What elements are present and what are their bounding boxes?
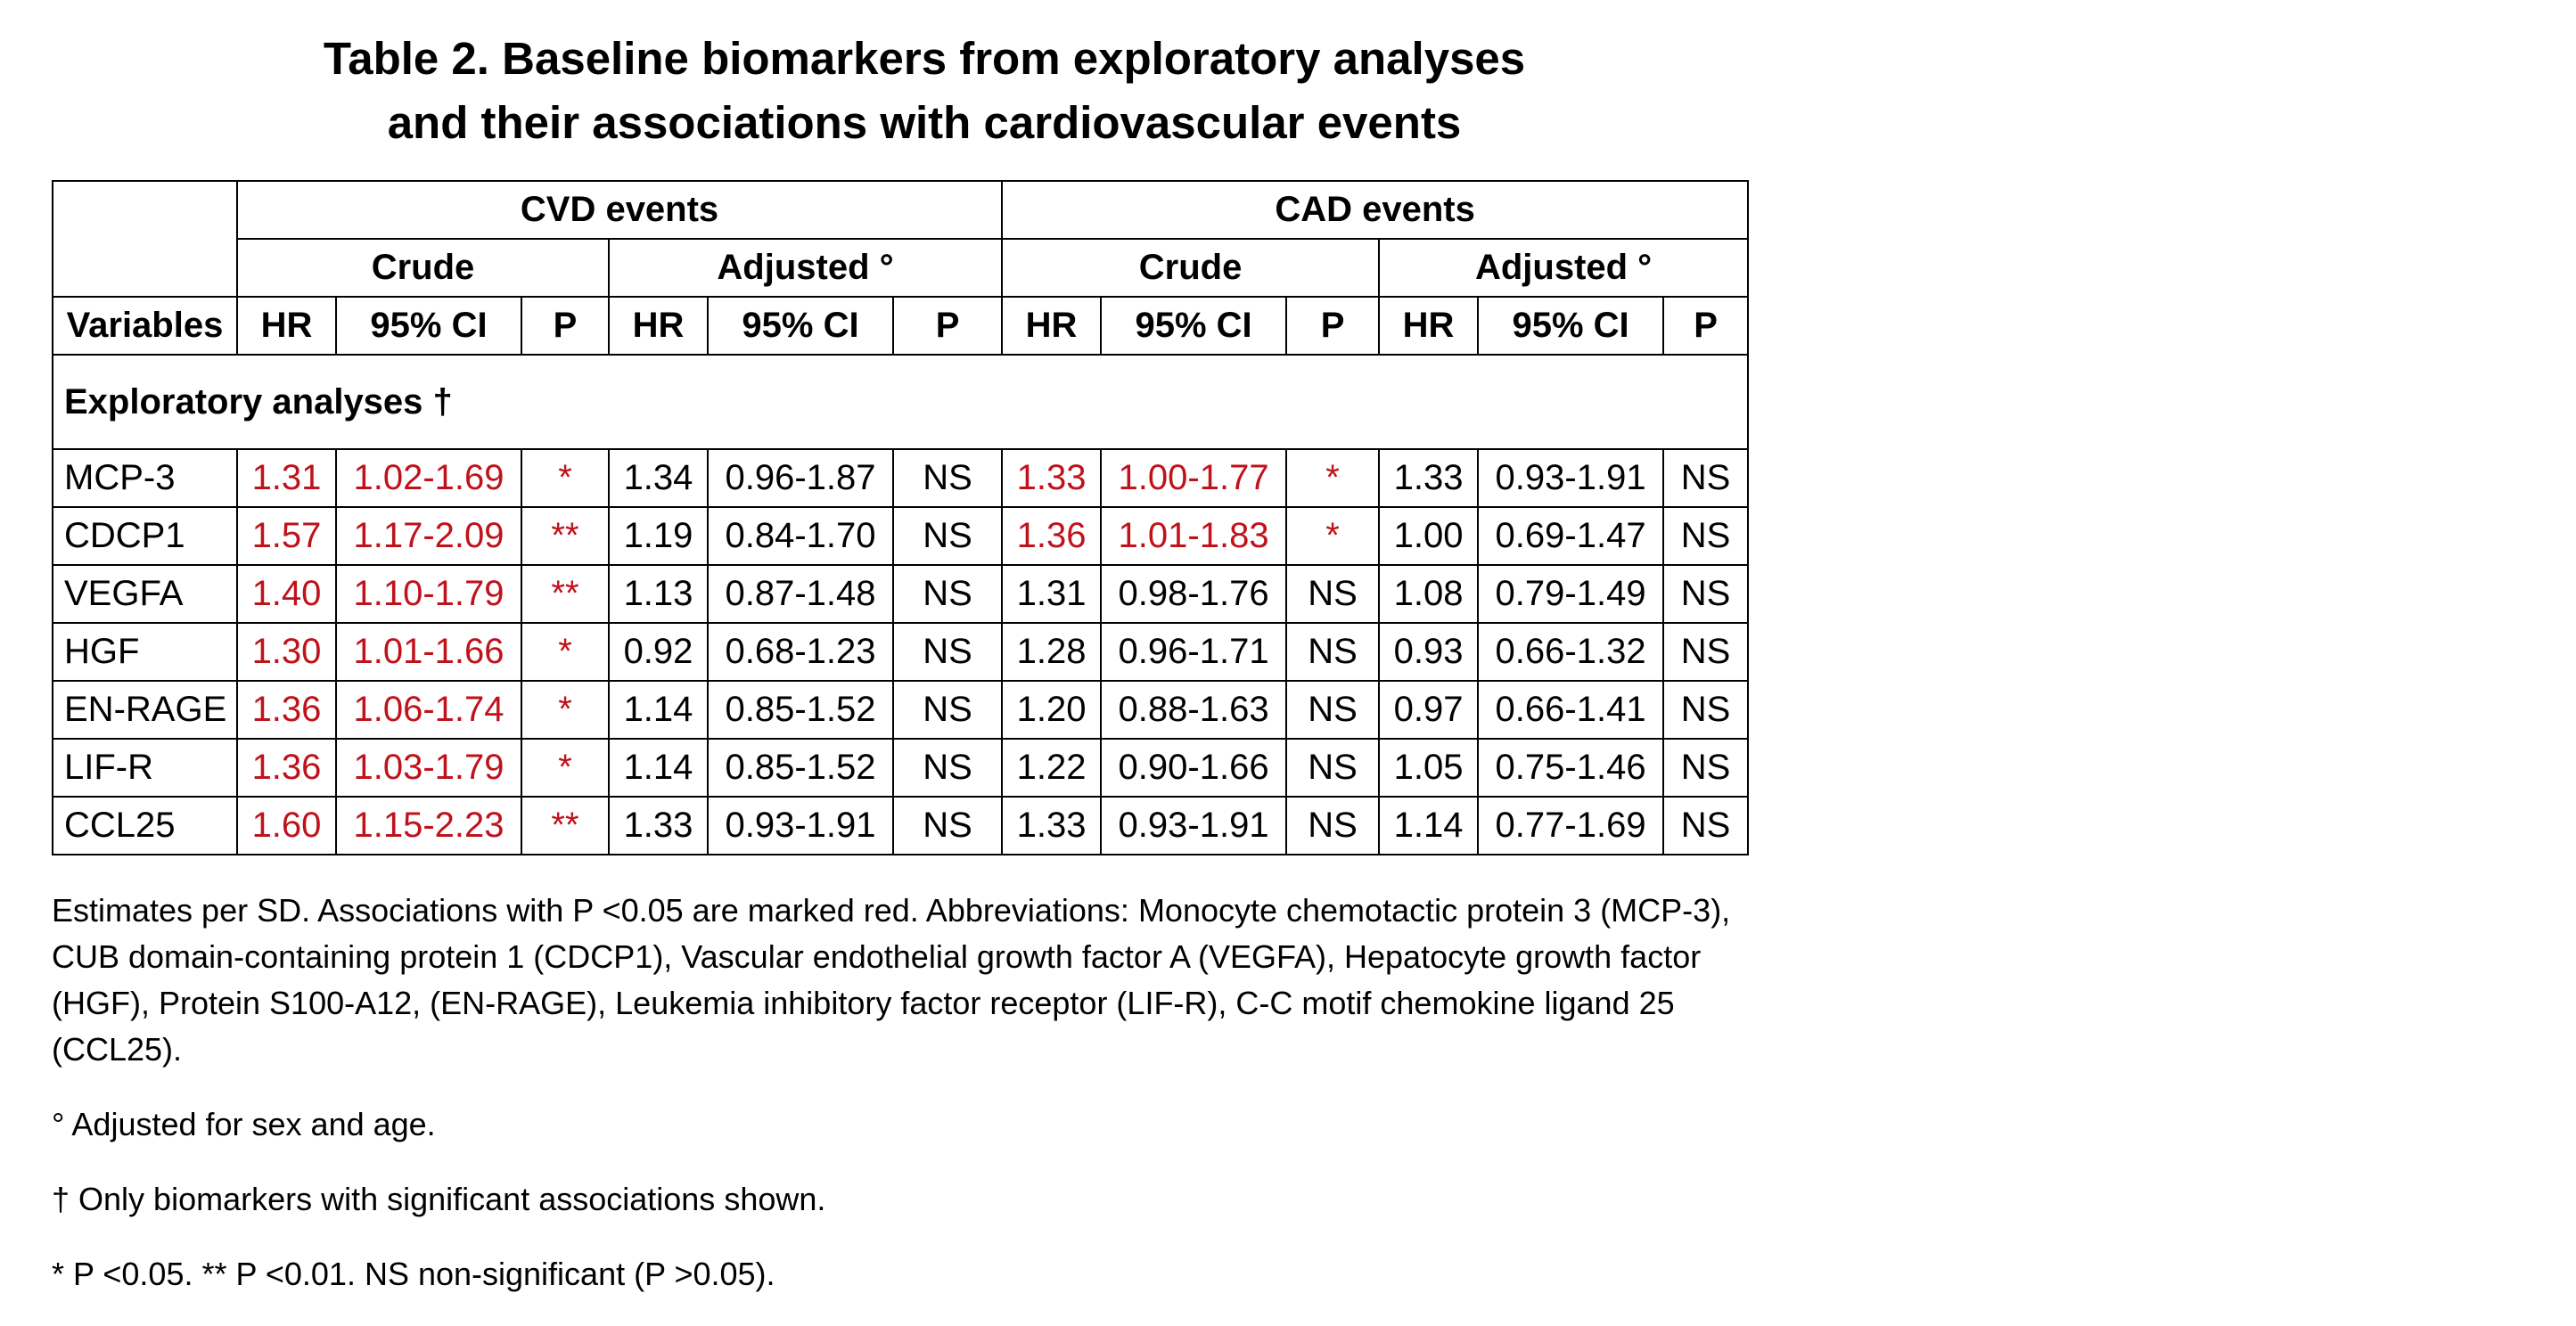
biomarker-name: LIF-R [53, 739, 237, 797]
section-row [53, 355, 1748, 449]
table-cell: 1.00 [1379, 507, 1478, 565]
biomarker-table [52, 180, 1749, 855]
table-row [53, 739, 1748, 797]
table-cell: NS [1286, 623, 1379, 681]
sub-header-cvd-adjusted: Adjusted ° [609, 239, 1002, 297]
column-header: P [521, 297, 609, 355]
table-cell: 1.33 [1379, 449, 1478, 507]
table-cell: ** [521, 565, 609, 623]
table-cell: 0.79-1.49 [1478, 565, 1663, 623]
empty-corner-cell [53, 181, 237, 239]
table-cell: NS [893, 797, 1002, 855]
table-cell: NS [1663, 739, 1748, 797]
table-row [53, 565, 1748, 623]
column-header-variables: Variables [53, 297, 237, 355]
table-cell: NS [1663, 565, 1748, 623]
table-cell: NS [893, 623, 1002, 681]
table-cell: NS [893, 739, 1002, 797]
table-cell: 1.20 [1002, 681, 1101, 739]
table-cell: 0.92 [609, 623, 708, 681]
table-cell: NS [1663, 507, 1748, 565]
table-title-line-2: and their associations with cardiovascular events [387, 97, 1462, 148]
table-cell: 1.00-1.77 [1101, 449, 1286, 507]
table-cell: 1.14 [1379, 797, 1478, 855]
table-cell: ** [521, 507, 609, 565]
table-cell: 1.01-1.83 [1101, 507, 1286, 565]
table-cell: NS [1286, 739, 1379, 797]
biomarker-name: EN-RAGE [53, 681, 237, 739]
table-cell: NS [1663, 449, 1748, 507]
column-header: 95% CI [336, 297, 521, 355]
note-estimates: Estimates per SD. Associations with P <0.05 are marked red. Abbreviations: Monocyte chemotactic protein 3 (MCP-3), CUB domain-containing protein 1 (CDCP1), Vascular endothelial growth factor A (VEGFA), Hepatocyte growth factor (HGF), Protein S100-A12, (EN-RAGE), Leukemia inhibitory factor receptor (LIF-R), C-C motif chemokine ligand 25 (CCL25). [52, 892, 1731, 1068]
table-cell: 1.17-2.09 [336, 507, 521, 565]
empty-corner-cell [53, 239, 237, 297]
table-cell: 1.33 [1002, 449, 1101, 507]
table-cell: 1.30 [237, 623, 336, 681]
table-cell: NS [1663, 681, 1748, 739]
group-header-cvd: CVD events [237, 181, 1002, 239]
table-cell: 1.06-1.74 [336, 681, 521, 739]
table-cell: 1.01-1.66 [336, 623, 521, 681]
table-cell: 1.36 [1002, 507, 1101, 565]
table-cell: NS [1286, 681, 1379, 739]
table-cell: 0.90-1.66 [1101, 739, 1286, 797]
column-header: P [893, 297, 1002, 355]
column-header: P [1286, 297, 1379, 355]
table-cell: 1.28 [1002, 623, 1101, 681]
table-cell: 0.96-1.71 [1101, 623, 1286, 681]
table-cell: 0.97 [1379, 681, 1478, 739]
table-cell: 0.75-1.46 [1478, 739, 1663, 797]
table-row [53, 507, 1748, 565]
biomarker-name: CCL25 [53, 797, 237, 855]
table-cell: 1.14 [609, 739, 708, 797]
table-cell: 1.33 [1002, 797, 1101, 855]
table-cell: NS [893, 449, 1002, 507]
table-cell: 0.68-1.23 [708, 623, 893, 681]
column-header: 95% CI [1478, 297, 1663, 355]
table-cell: 0.96-1.87 [708, 449, 893, 507]
table-cell: 0.88-1.63 [1101, 681, 1286, 739]
table-cell: 0.93-1.91 [708, 797, 893, 855]
table-cell: 0.69-1.47 [1478, 507, 1663, 565]
table-row [53, 681, 1748, 739]
table-cell: NS [893, 681, 1002, 739]
table-row [53, 449, 1748, 507]
table-cell: ** [521, 797, 609, 855]
column-header: 95% CI [1101, 297, 1286, 355]
table-cell: 1.31 [1002, 565, 1101, 623]
biomarker-name: VEGFA [53, 565, 237, 623]
table-cell: 1.14 [609, 681, 708, 739]
table-cell: 0.93-1.91 [1478, 449, 1663, 507]
table-cell: 1.34 [609, 449, 708, 507]
table-title [52, 27, 1797, 155]
table-cell: NS [1286, 797, 1379, 855]
table-cell: 1.03-1.79 [336, 739, 521, 797]
table-cell: * [521, 739, 609, 797]
column-header: P [1663, 297, 1748, 355]
table-cell: NS [893, 565, 1002, 623]
table-cell: 0.87-1.48 [708, 565, 893, 623]
table-cell: 0.66-1.41 [1478, 681, 1663, 739]
table-cell: * [1286, 507, 1379, 565]
biomarker-name: CDCP1 [53, 507, 237, 565]
table-cell: 1.33 [609, 797, 708, 855]
table-cell: 1.57 [237, 507, 336, 565]
table-cell: * [521, 449, 609, 507]
sub-header-row [53, 239, 1748, 297]
table-cell: * [521, 681, 609, 739]
table-cell: NS [1663, 797, 1748, 855]
column-header: HR [1002, 297, 1101, 355]
table-cell: 1.05 [1379, 739, 1478, 797]
column-header: HR [609, 297, 708, 355]
sub-header-cad-crude: Crude [1002, 239, 1379, 297]
table-cell: 0.98-1.76 [1101, 565, 1286, 623]
column-header: HR [1379, 297, 1478, 355]
table-cell: 0.84-1.70 [708, 507, 893, 565]
sub-header-cad-adjusted: Adjusted ° [1379, 239, 1748, 297]
table-cell: 1.02-1.69 [336, 449, 521, 507]
table-row [53, 797, 1748, 855]
table-cell: NS [893, 507, 1002, 565]
table-cell: NS [1286, 565, 1379, 623]
table-cell: 0.85-1.52 [708, 739, 893, 797]
table-cell: 1.36 [237, 739, 336, 797]
table-title-line-1: Table 2. Baseline biomarkers from exploratory analyses [323, 33, 1526, 84]
sub-header-cvd-crude: Crude [237, 239, 609, 297]
table-cell: 1.22 [1002, 739, 1101, 797]
table-cell: * [521, 623, 609, 681]
table-cell: 1.40 [237, 565, 336, 623]
group-header-row [53, 181, 1748, 239]
table-cell: 1.36 [237, 681, 336, 739]
note-adjusted: ° Adjusted for sex and age. [52, 1106, 436, 1142]
table-cell: 0.85-1.52 [708, 681, 893, 739]
table-cell: 1.31 [237, 449, 336, 507]
column-header: HR [237, 297, 336, 355]
biomarker-name: MCP-3 [53, 449, 237, 507]
table-cell: 0.93 [1379, 623, 1478, 681]
note-dagger: † Only biomarkers with significant associations shown. [52, 1181, 826, 1217]
section-label: Exploratory analyses † [53, 355, 1748, 449]
table-cell: NS [1663, 623, 1748, 681]
table-cell: 0.93-1.91 [1101, 797, 1286, 855]
table-notes [52, 888, 1799, 1326]
biomarker-name: HGF [53, 623, 237, 681]
table-cell: * [1286, 449, 1379, 507]
table-cell: 0.66-1.32 [1478, 623, 1663, 681]
table-cell: 1.08 [1379, 565, 1478, 623]
group-header-cad: CAD events [1002, 181, 1748, 239]
column-header-row [53, 297, 1748, 355]
table-cell: 1.13 [609, 565, 708, 623]
table-cell: 0.77-1.69 [1478, 797, 1663, 855]
table-cell: 1.60 [237, 797, 336, 855]
table-cell: 1.19 [609, 507, 708, 565]
table-cell: 1.15-2.23 [336, 797, 521, 855]
note-significance: * P <0.05. ** P <0.01. NS non-significant (P >0.05). [52, 1256, 775, 1292]
column-header: 95% CI [708, 297, 893, 355]
table-row [53, 623, 1748, 681]
table-cell: 1.10-1.79 [336, 565, 521, 623]
